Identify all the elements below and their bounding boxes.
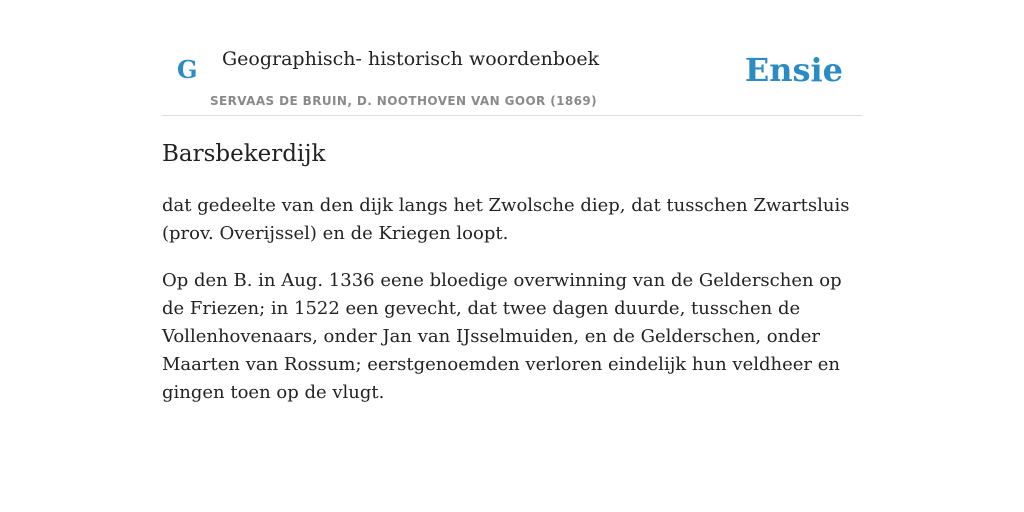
- entry-body: [162, 192, 862, 426]
- book-author: SERVAAS DE BRUIN, D. NOOTHOVEN VAN GOOR (1869): [210, 94, 598, 108]
- entry-title: Barsbekerdijk: [162, 141, 326, 167]
- ensie-logo[interactable]: Ensie: [744, 51, 843, 89]
- book-logo-letter[interactable]: G: [177, 55, 198, 84]
- book-header: [162, 0, 862, 116]
- entry-paragraph: dat gedeelte van den dijk langs het Zwolsche diep, dat tusschen Zwartsluis (prov. Overijssel) en de Kriegen loopt.: [162, 195, 850, 244]
- book-title[interactable]: Geographisch- historisch woordenboek: [222, 48, 600, 70]
- page-content: [162, 0, 862, 403]
- entry-paragraph: Op den B. in Aug. 1336 eene bloedige overwinning van de Gelderschen op de Friezen; in 1522 een gevecht, dat twee dagen duurde, tusschen de Vollenhovenaars, onder Jan van IJsselmuiden, en de Gelderschen, onder Maarten van Rossum; eerstgenoemden verloren eindelijk hun veldheer en gingen toen op de vlugt.: [162, 270, 842, 403]
